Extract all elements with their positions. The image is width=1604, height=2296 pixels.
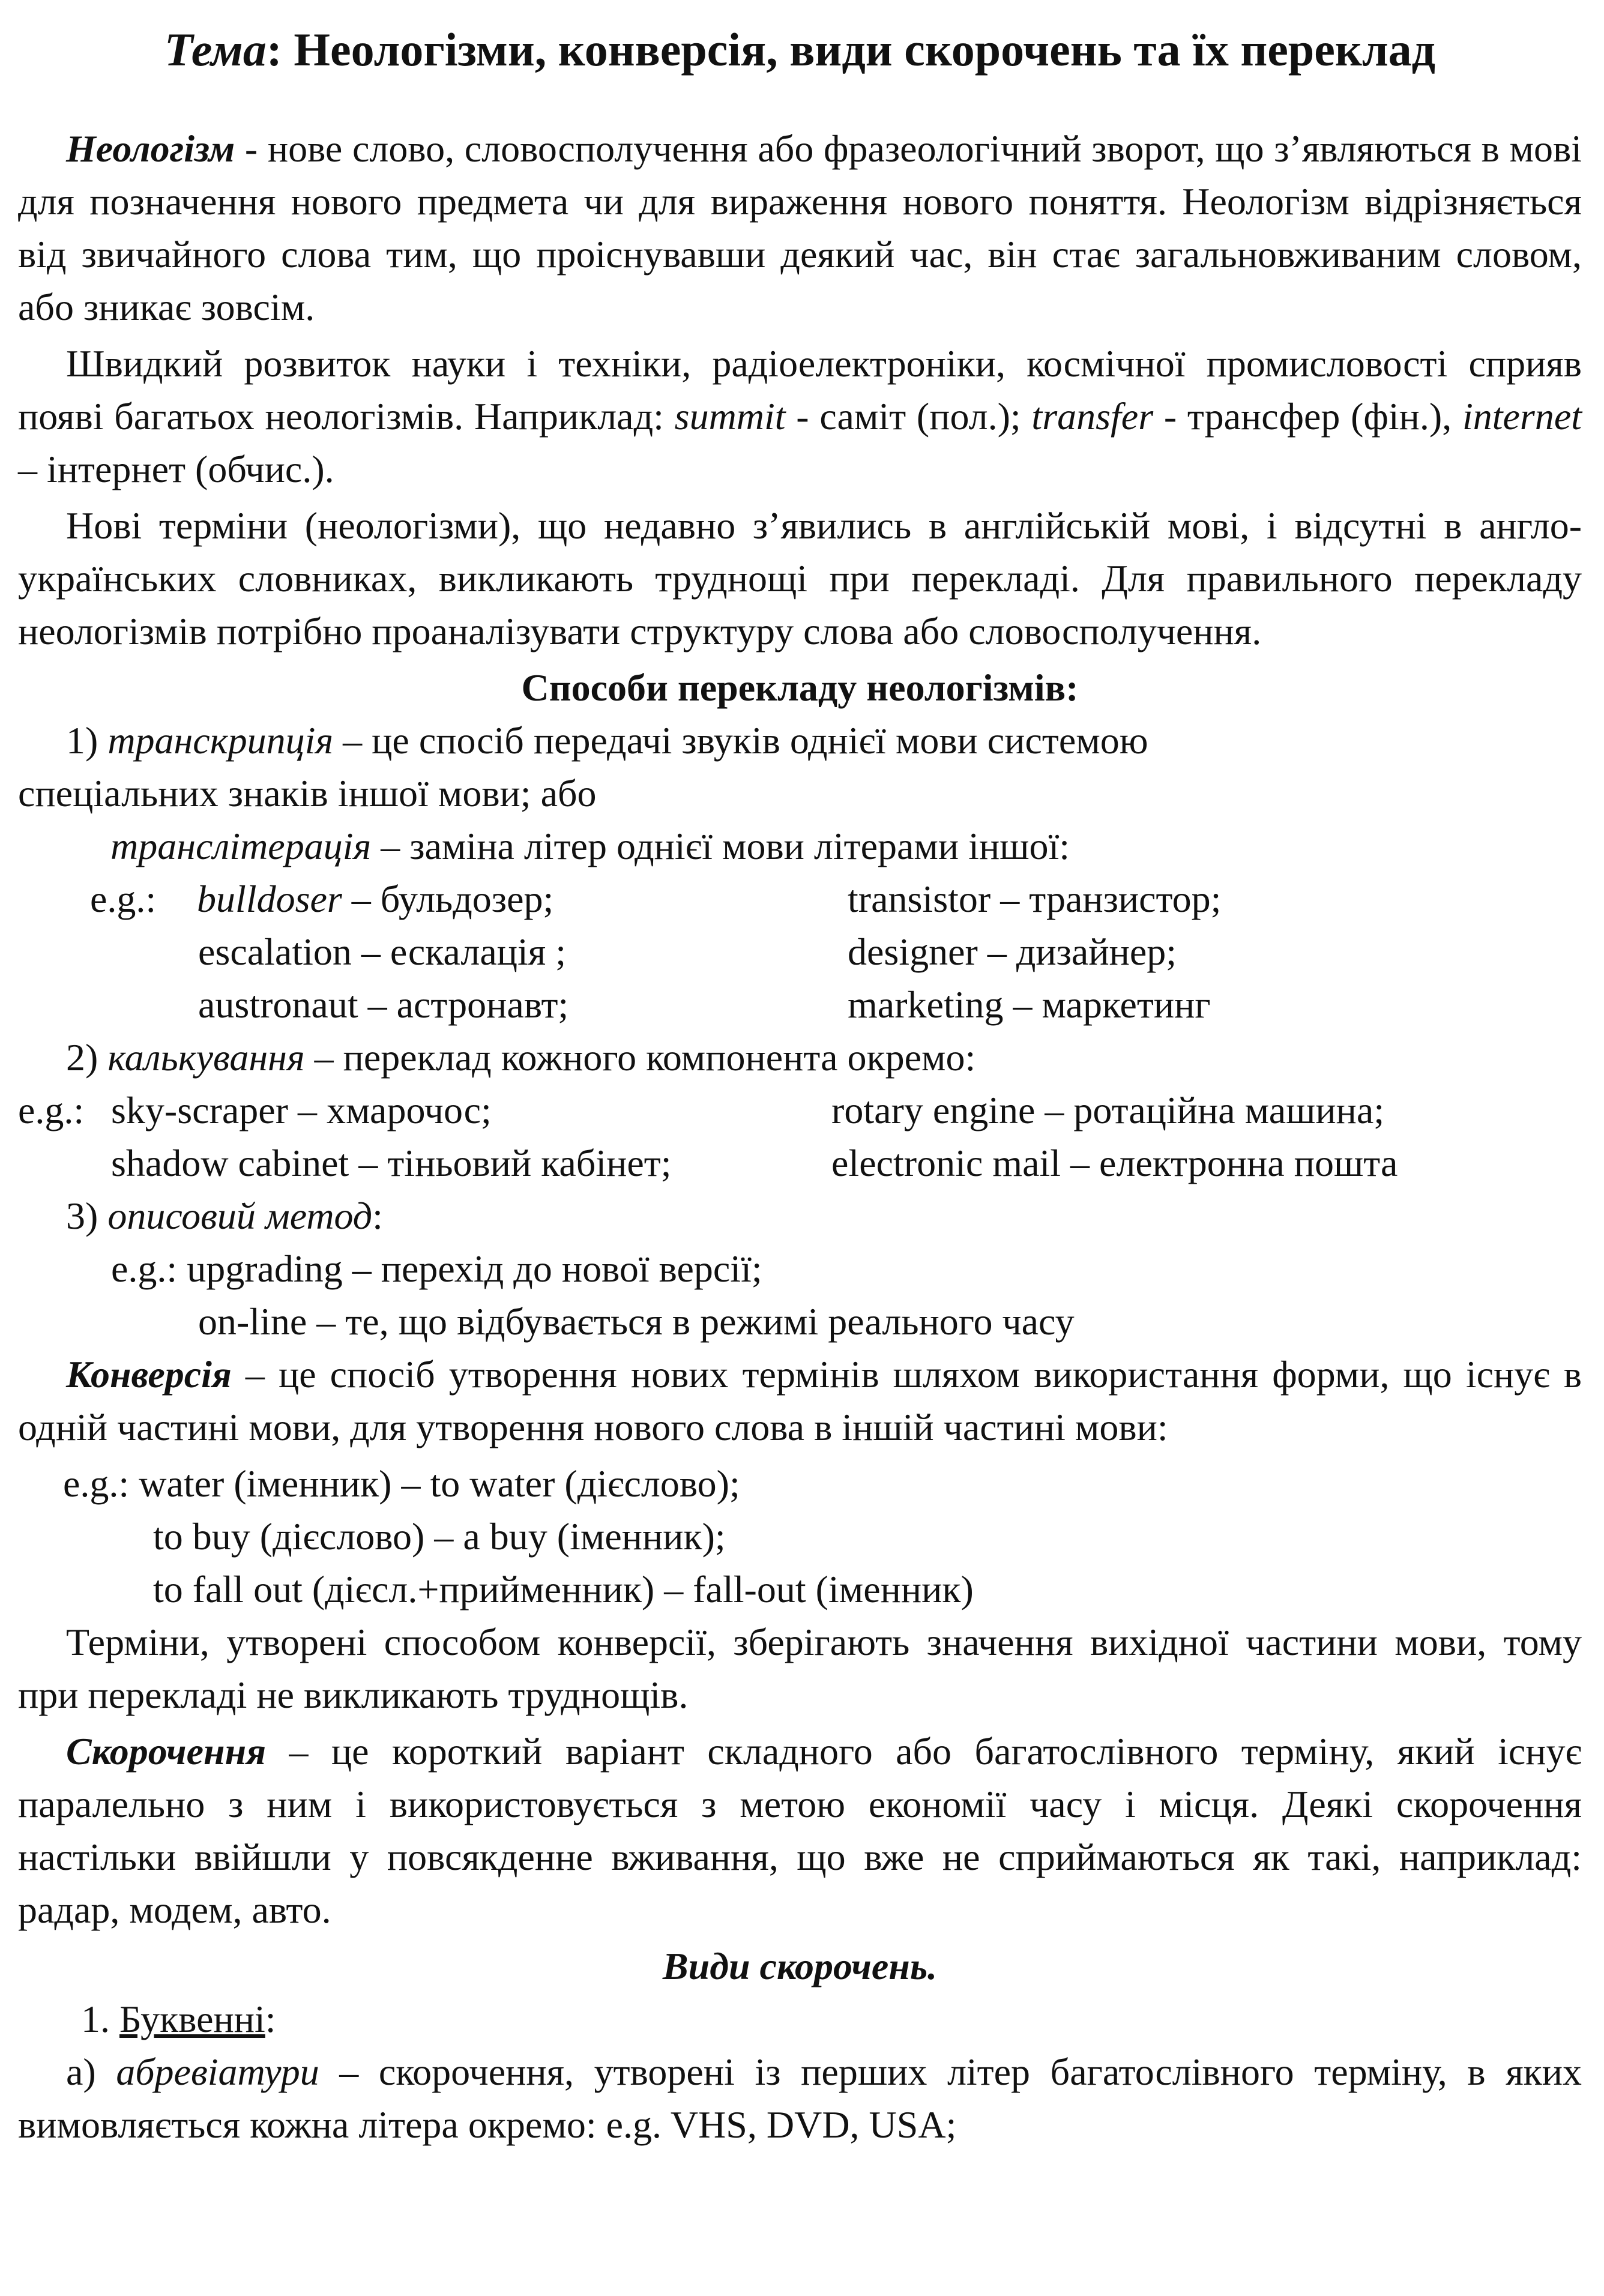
method1-line2: спеціальних знаків іншої мови; або xyxy=(18,772,597,815)
abbreviation-paragraph xyxy=(18,1725,1582,1936)
conversion-example-1 xyxy=(18,1457,1582,1510)
method2-text: – переклад кожного компонента окремо: xyxy=(304,1036,976,1079)
method1-text: – це спосіб передачі звуків однієї мови системою xyxy=(333,719,1148,762)
letter-types-number: 1. xyxy=(81,1998,119,2040)
page-title xyxy=(18,17,1582,83)
method1-line3 xyxy=(18,820,1582,873)
example-left: shadow cabinet – тіньовий кабінет; xyxy=(111,1142,672,1184)
example-internet-translation: – інтернет (обчис.). xyxy=(18,448,334,490)
method1-line1 xyxy=(18,714,1582,767)
example-right: marketing – маркетинг xyxy=(848,983,1211,1026)
method3-eg-label: e.g.: xyxy=(111,1247,187,1290)
abbreviation-term: Скорочення xyxy=(66,1730,267,1773)
method1-text2: – заміна літер однієї мови літерами іншої: xyxy=(371,825,1070,867)
document-page xyxy=(18,17,1582,2151)
example-right: electronic mail – електронна пошта xyxy=(831,1142,1398,1184)
method3-line xyxy=(18,1190,1582,1243)
method2-term: калькування xyxy=(107,1036,305,1079)
example-internet: internet xyxy=(1462,395,1582,438)
conversion-paragraph xyxy=(18,1348,1582,1454)
method1-eg-label: e.g.: xyxy=(90,878,157,920)
method2-example-row xyxy=(18,1084,1582,1137)
new-terms-paragraph: Нові терміни (неологізми), що недавно з’явились в англійській мові, і відсутні в англо-українських словниках, викликають труднощі при перекладі. Для правильного перекладу неологізмів потрібно проаналізувати структуру слова або словосполучення. xyxy=(18,504,1582,652)
example-ua: – астронавт; xyxy=(358,983,569,1026)
example-en: escalation xyxy=(198,930,352,973)
abbreviation-type-a xyxy=(18,2046,1582,2151)
method3-example-1 xyxy=(18,1243,1582,1295)
example-en: austronaut xyxy=(198,983,358,1026)
method1-term: транскрипція xyxy=(107,719,334,762)
example-left: sky-scraper – хмарочос; xyxy=(111,1089,492,1131)
conversion-example-3: to fall out (дієсл.+прийменник) – fall-out (іменник) xyxy=(153,1568,974,1611)
conversion-definition: – це спосіб утворення нових термінів шляхом використання форми, що існує в одній частині мови, для утворення нового слова в іншій частині мови: xyxy=(18,1353,1582,1448)
method3-colon: : xyxy=(372,1195,383,1237)
development-text: Швидкий розвиток науки і техніки, радіоелектроніки, космічної промисловості сприяв появі багатьох неологізмів. Наприклад: xyxy=(18,342,1582,438)
development-paragraph xyxy=(18,337,1582,496)
conversion-term: Конверсія xyxy=(66,1353,232,1396)
example-summit-translation: - саміт (пол.); xyxy=(785,395,1032,438)
neologism-term: Неологізм xyxy=(66,127,235,170)
method2-number: 2) xyxy=(66,1036,108,1079)
method3-term: описовий метод xyxy=(107,1195,373,1237)
letter-types-line xyxy=(18,1993,1582,2046)
method1-term2: транслітерація xyxy=(110,825,372,867)
type-a-term: абревіатури xyxy=(116,2050,319,2093)
conversion-example-2: to buy (дієслово) – a buy (іменник); xyxy=(153,1515,726,1558)
conversion-example-text: water (іменник) – to water (дієслово); xyxy=(139,1462,740,1505)
example-transfer-translation: - трансфер (фін.), xyxy=(1153,395,1462,438)
example-ua: – бульдозер; xyxy=(342,878,554,920)
conversion-eg-label: e.g.: xyxy=(63,1462,139,1505)
method1-example-row xyxy=(18,978,1582,1031)
example-ua: – ескалація ; xyxy=(351,930,566,973)
neologism-paragraph xyxy=(18,122,1582,334)
method3-example-2: on-line – те, що відбувається в режимі реального часу xyxy=(198,1300,1075,1343)
method2-eg-label: e.g.: xyxy=(18,1089,85,1131)
method2-line xyxy=(18,1031,1582,1084)
conversion-note: Терміни, утворені способом конверсії, зберігають значення вихідної частини мови, тому при перекладі не викликають труднощів. xyxy=(18,1621,1582,1716)
method1-example-row xyxy=(18,873,1582,926)
title-colon: : xyxy=(266,23,282,76)
title-text: Неологізми, конверсія, види скорочень та їх переклад xyxy=(282,23,1436,76)
abbreviation-definition: – це короткий варіант складного або багатослівного терміну, який існує паралельно з ним і використовується з метою економії часу і місця. Деякі скорочення настільки ввійшли у повсякденне вживання, що вже не сприймаються як такі, наприклад: радар, модем, авто. xyxy=(18,1730,1582,1931)
method2-example-row xyxy=(18,1137,1582,1190)
type-a-text: – скорочення, утворені із перших літер багатослівного терміну, в яких вимовляється кожна літера окремо: e.g. VHS, DVD, USA; xyxy=(18,2050,1582,2146)
example-right: designer – дизайнер; xyxy=(848,930,1177,973)
title-lead: Тема xyxy=(164,23,267,76)
type-a-prefix: а) xyxy=(66,2050,116,2093)
neologism-definition: - нове слово, словосполучення або фразеологічний зворот, що з’являються в мові для позначення нового предмета чи для вираження нового поняття. Неологізм відрізняється від звичайного слова тим, що проіснувавши деякий час, він стає загальновживаним словом, або зникає зовсім. xyxy=(18,127,1582,328)
types-heading xyxy=(18,1940,1582,1993)
methods-heading: Способи перекладу неологізмів: xyxy=(521,666,1079,709)
method3-example-text: upgrading – перехід до нової версії; xyxy=(187,1247,762,1290)
example-right: transistor – транзистор; xyxy=(848,878,1222,920)
letter-types-label: Буквенні xyxy=(119,1998,265,2040)
types-heading-text: Види скорочень. xyxy=(662,1945,938,1987)
example-transfer: transfer xyxy=(1031,395,1154,438)
example-summit: summit xyxy=(674,395,786,438)
example-en: bulldoser xyxy=(197,878,342,920)
method1-number: 1) xyxy=(66,719,108,762)
method1-example-row xyxy=(18,926,1582,978)
letter-types-colon: : xyxy=(265,1998,276,2040)
example-right: rotary engine – ротаційна машина; xyxy=(831,1089,1385,1131)
method3-number: 3) xyxy=(66,1195,108,1237)
